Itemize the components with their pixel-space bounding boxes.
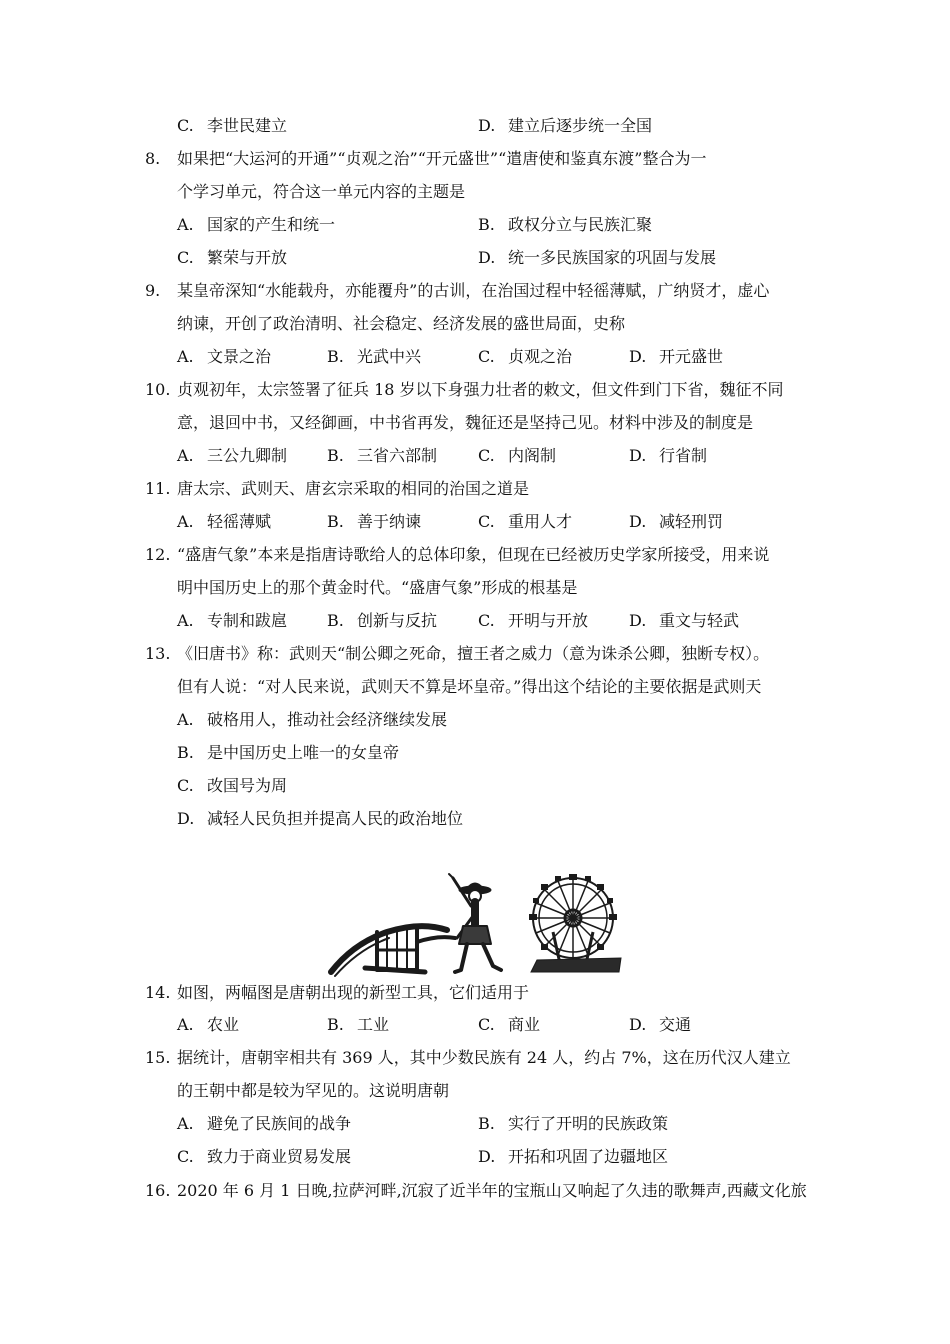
question-text: 《旧唐书》称：武则天“制公卿之死命，擅王者之威力（意为诛杀公卿，独断专权）。 <box>177 644 770 663</box>
option-c <box>177 1146 351 1168</box>
option-text: 创新与反抗 <box>357 611 438 630</box>
option-label: B. <box>478 1114 495 1133</box>
option-text: 致力于商业贸易发展 <box>207 1147 352 1166</box>
option-text: 农业 <box>207 1015 240 1034</box>
question-text: 贞观初年，太宗签署了征兵 18 岁以下身强力壮者的敕文，但文件到门下省，魏征不同 <box>177 380 784 399</box>
option-text: 交通 <box>659 1015 692 1034</box>
option-label: A. <box>177 710 194 729</box>
option-a <box>177 346 271 368</box>
option-text: 繁荣与开放 <box>207 248 288 267</box>
option-d <box>629 511 723 533</box>
option-label: B. <box>327 611 344 630</box>
option-label: A. <box>177 446 194 465</box>
question-text: 的王朝中都是较为罕见的。这说明唐朝 <box>177 1081 450 1100</box>
option-d <box>478 1146 668 1168</box>
option-text: 改国号为周 <box>207 776 288 795</box>
option-c <box>478 445 556 467</box>
option-c <box>478 610 588 632</box>
option-label: C. <box>478 1015 495 1034</box>
option-label: D. <box>478 1147 496 1166</box>
option-label: D. <box>629 1015 647 1034</box>
option-label: A. <box>177 512 194 531</box>
option-label: B. <box>478 215 495 234</box>
option-text: 重文与轻武 <box>659 611 740 630</box>
waterwheel-illustration <box>529 874 621 972</box>
option-label: C. <box>478 611 495 630</box>
option-text: 轻徭薄赋 <box>207 512 272 531</box>
option-label: A. <box>177 215 194 234</box>
option-b <box>327 445 437 467</box>
option-label: D. <box>177 809 195 828</box>
option-a <box>177 445 287 467</box>
option-label: B. <box>327 1015 344 1034</box>
option-text: 破格用人，推动社会经济继续发展 <box>207 710 448 729</box>
figure-tang-tools <box>325 872 625 980</box>
question-text: 但有人说：“对人民来说，武则天不算是坏皇帝。”得出这个结论的主要依据是武则天 <box>177 677 762 696</box>
option-label: C. <box>177 116 194 135</box>
option-d <box>478 115 652 137</box>
farmer-illustration <box>449 874 501 972</box>
question-text: 如图，两幅图是唐朝出现的新型工具，它们适用于 <box>177 983 530 1002</box>
option-label: D. <box>629 512 647 531</box>
option-label: C. <box>177 776 194 795</box>
option-text: 开明与开放 <box>508 611 589 630</box>
question-number: 11. <box>145 479 171 498</box>
option-text: 行省制 <box>659 446 708 465</box>
option-d <box>478 247 716 269</box>
option-text: 光武中兴 <box>357 347 422 366</box>
question-number: 8. <box>145 149 161 168</box>
option-d <box>629 1014 691 1036</box>
option-text: 专制和跋扈 <box>207 611 288 630</box>
option-text: 工业 <box>357 1015 390 1034</box>
option-label: D. <box>629 611 647 630</box>
option-b <box>327 346 421 368</box>
option-label: A. <box>177 1015 194 1034</box>
option-text: 政权分立与民族汇聚 <box>508 215 653 234</box>
question-text: 意，退回中书，又经御画，中书省再发，魏征还是坚持己见。材料中涉及的制度是 <box>177 413 754 432</box>
option-text: 三省六部制 <box>357 446 438 465</box>
option-text: 国家的产生和统一 <box>207 215 336 234</box>
option-text: 是中国历史上唯一的女皇帝 <box>207 743 400 762</box>
option-c <box>478 1014 540 1036</box>
question-text: 据统计，唐朝宰相共有 369 人，其中少数民族有 24 人，约占 7%，这在历代汉人建立 <box>177 1048 791 1067</box>
option-c <box>177 247 287 269</box>
option-label: D. <box>629 347 647 366</box>
question-number: 12. <box>145 545 171 564</box>
question-number: 9. <box>145 281 161 300</box>
option-label: C. <box>478 446 495 465</box>
option-c <box>177 775 287 797</box>
option-label: D. <box>629 446 647 465</box>
option-text: 贞观之治 <box>508 347 573 366</box>
option-a <box>177 709 447 731</box>
option-label: B. <box>327 347 344 366</box>
question-text: 如果把“大运河的开通”“贞观之治”“开元盛世”“遣唐使和鉴真东渡”整合为一 <box>177 149 707 168</box>
option-a <box>177 1014 239 1036</box>
option-c <box>478 346 572 368</box>
option-d <box>629 445 707 467</box>
option-label: C. <box>478 512 495 531</box>
option-d <box>629 610 739 632</box>
option-text: 善于纳谏 <box>357 512 422 531</box>
option-text: 减轻人民负担并提高人民的政治地位 <box>207 809 464 828</box>
option-text: 文景之治 <box>207 347 272 366</box>
option-label: C. <box>177 1147 194 1166</box>
question-number: 16. <box>145 1181 171 1200</box>
option-text: 重用人才 <box>508 512 573 531</box>
option-a <box>177 1113 351 1135</box>
option-text: 实行了开明的民族政策 <box>508 1114 669 1133</box>
figure-svg <box>325 872 625 980</box>
question-number: 14. <box>145 983 171 1002</box>
question-text: 唐太宗、武则天、唐玄宗采取的相同的治国之道是 <box>177 479 530 498</box>
option-text: 内阁制 <box>508 446 557 465</box>
option-label: A. <box>177 347 194 366</box>
option-text: 避免了民族间的战争 <box>207 1114 352 1133</box>
option-b <box>327 610 437 632</box>
question-text: 某皇帝深知“水能载舟，亦能覆舟”的古训，在治国过程中轻徭薄赋，广纳贤才，虚心 <box>177 281 770 300</box>
option-a <box>177 610 287 632</box>
option-label: B. <box>177 743 194 762</box>
option-text: 建立后逐步统一全国 <box>508 116 653 135</box>
option-text: 开拓和巩固了边疆地区 <box>508 1147 669 1166</box>
option-b <box>478 1113 668 1135</box>
question-number: 10. <box>145 380 171 399</box>
option-label: B. <box>327 446 344 465</box>
option-text: 三公九卿制 <box>207 446 288 465</box>
option-label: C. <box>177 248 194 267</box>
option-b <box>327 511 421 533</box>
option-b <box>327 1014 389 1036</box>
option-c <box>177 115 287 137</box>
option-b <box>177 742 399 764</box>
option-label: B. <box>327 512 344 531</box>
option-text: 李世民建立 <box>207 116 288 135</box>
option-a <box>177 214 335 236</box>
option-text: 商业 <box>508 1015 541 1034</box>
option-text: 减轻刑罚 <box>659 512 724 531</box>
option-label: A. <box>177 1114 194 1133</box>
question-number: 13. <box>145 644 171 663</box>
option-b <box>478 214 652 236</box>
question-text: 明中国历史上的那个黄金时代。“盛唐气象”形成的根基是 <box>177 578 578 597</box>
option-a <box>177 511 271 533</box>
question-text: 个学习单元，符合这一单元内容的主题是 <box>177 182 466 201</box>
question-text: 纳谏，开创了政治清明、社会稳定、经济发展的盛世局面，史称 <box>177 314 626 333</box>
option-d <box>629 346 723 368</box>
option-text: 开元盛世 <box>659 347 724 366</box>
option-label: D. <box>478 116 496 135</box>
option-d <box>177 808 463 830</box>
question-text: “盛唐气象”本来是指唐诗歌给人的总体印象，但现在已经被历史学家所接受，用来说 <box>177 545 770 564</box>
plough-illustration <box>331 926 455 976</box>
question-number: 15. <box>145 1048 171 1067</box>
option-label: C. <box>478 347 495 366</box>
option-label: D. <box>478 248 496 267</box>
option-label: A. <box>177 611 194 630</box>
option-c <box>478 511 572 533</box>
question-text: 2020 年 6 月 1 日晚,拉萨河畔,沉寂了近半年的宝瓶山又响起了久违的歌舞声,西藏文化旅 <box>177 1181 807 1200</box>
option-text: 统一多民族国家的巩固与发展 <box>508 248 717 267</box>
